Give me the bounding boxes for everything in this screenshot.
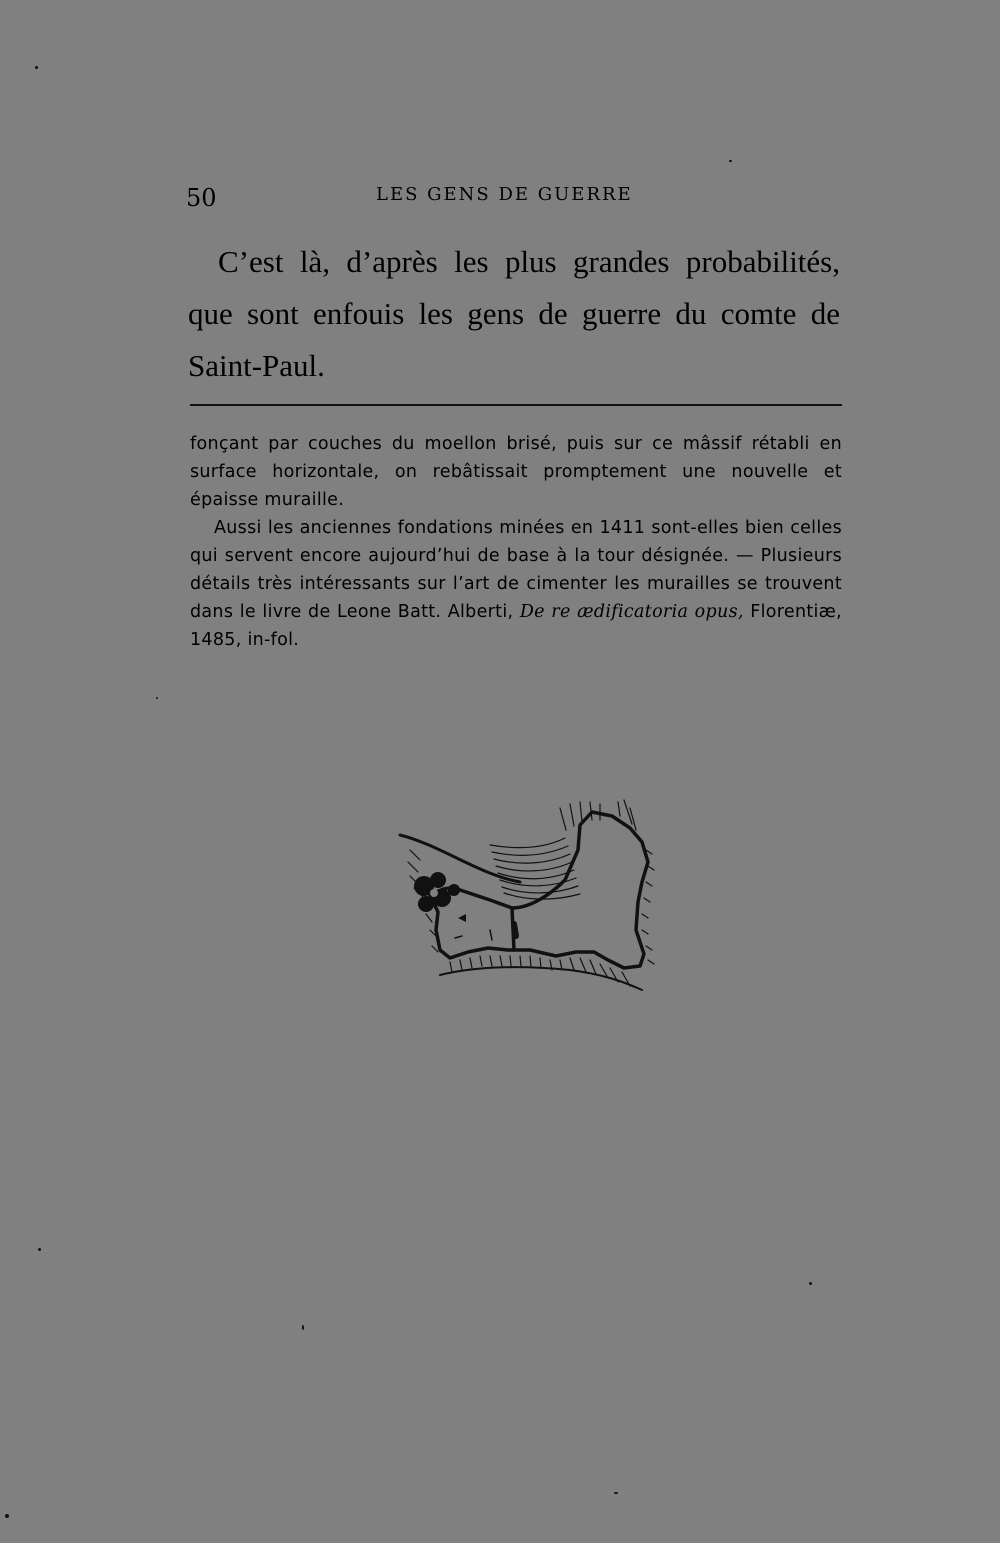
page-speck <box>35 66 38 69</box>
page-header <box>186 180 658 214</box>
footnote-paragraph-1: fonçant par couches du moellon brisé, puis sur ce mâssif rétabli en surface horizontale, on rebâtissait promptement une nouvelle et épaisse muraille. <box>190 434 842 510</box>
fortress-plan-icon <box>380 790 665 1005</box>
page-speck <box>809 1282 812 1285</box>
book-title-italic: De re ædificatoria opus, <box>519 602 744 622</box>
page-speck <box>156 697 158 699</box>
footnote <box>190 430 842 654</box>
footnote-paragraph-2 <box>190 514 842 654</box>
running-title: LES GENS DE GUERRE <box>376 184 633 205</box>
footnote-text-before: Aussi les anciennes fondations minées en 1411 sont-elles bien celles qui servent encore aujourd’hui de base à la tour désignée. — Plusieurs détails très intéressants sur l’art de cimenter les murailles se trouvent dans le livre de Leone Batt. Alberti, <box>190 518 842 622</box>
main-paragraph: C’est là, d’après les plus grandes probabilités, que sont enfouis les gens de guerre du comte de Saint-Paul. <box>188 244 840 383</box>
page-speck <box>5 1514 9 1518</box>
page-speck <box>38 1248 41 1251</box>
page-number: 50 <box>186 184 217 212</box>
main-text <box>188 236 840 392</box>
footnote-rule <box>190 404 842 406</box>
page-speck <box>302 1325 304 1330</box>
page-speck <box>729 160 732 162</box>
page-speck <box>614 1492 618 1494</box>
footnote-text-after: Florentiæ, 1485, in-fol. <box>190 602 842 650</box>
